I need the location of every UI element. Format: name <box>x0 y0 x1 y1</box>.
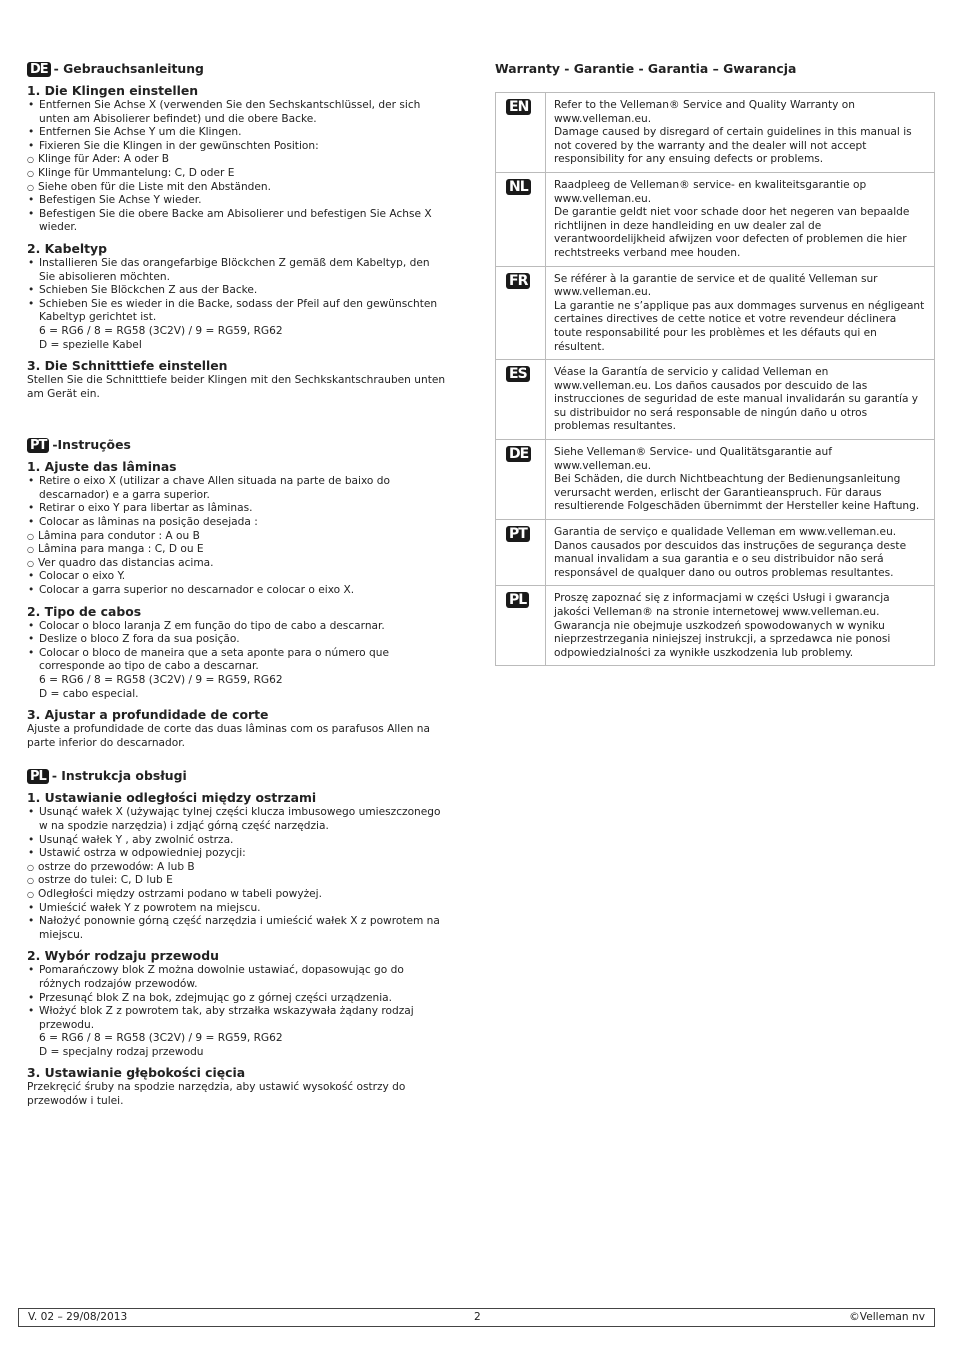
list-item: • Colocar o bloco de maneira que a seta aponte para o número que corresponde ao tipo de cabo a descarnar. <box>39 647 447 674</box>
list-item: • Schieben Sie Blöckchen Z aus der Backe. <box>39 284 447 298</box>
sublist-item: ○ Klinge für Ader: A oder B <box>38 153 447 167</box>
warranty-text: Raadpleeg de Velleman® service- en kwaliteitsgarantie op www.velleman.eu. De garantie geldt niet voor schade door het negeren van bepaalde richtlijnen in deze handleiding en uw dealer zal de verantwoordelijkheid afwijzen voor defecten of problemen die hier rechtstreeks verband mee houden. <box>546 172 935 266</box>
list-item: • Colocar o eixo Y. <box>39 570 447 584</box>
heading-cable-type: 2. Wybór rodzaju przewodu <box>27 948 219 964</box>
footer-version: V. 02 – 29/08/2013 <box>28 1311 128 1323</box>
heading-cut-depth: 3. Die Schnitttiefe einstellen <box>27 358 228 374</box>
cable-special: D = spezielle Kabel <box>39 338 142 351</box>
list-item: • Usunąć wałek X (używając tylnej części klucza imbusowego umieszczonego w na spodzie narzędzia) i zdjąć górną część narzędzia. <box>39 806 447 833</box>
warranty-row <box>496 172 935 266</box>
warranty-column <box>495 61 935 666</box>
list-item: • Installieren Sie das orangefarbige Blöckchen Z gemäß dem Kabeltyp, den Sie abisolieren möchten. <box>39 257 447 284</box>
list-cable-type <box>27 964 447 1032</box>
heading-cable-type: 2. Kabeltyp <box>27 240 107 256</box>
cable-codes: 6 = RG6 / 8 = RG58 (3C2V) / 9 = RG59, RG62 <box>39 324 283 337</box>
warranty-row <box>496 586 935 666</box>
list-item: • Przesunąć blok Z na bok, zdejmując go z górnej części urządzenia. <box>39 992 447 1006</box>
list-blades-2 <box>27 902 447 943</box>
warranty-text: Garantia de serviço e qualidade Velleman em www.velleman.eu. Danos causados por descuidos das instruções de segurança deste manual invalidam a sua garantia e o seu distribuidor não será responsável de qualquer dano ou outros problemas resultantes. <box>546 520 935 586</box>
warranty-text: Refer to the Velleman® Service and Quality Warranty on www.velleman.eu. Damage caused by disregard of certain guidelines in this manual is not covered by the warranty and the dealer will not accept responsibility for any ensuing defects or problems. <box>546 93 935 173</box>
section-de <box>27 61 447 401</box>
flag-en-icon: EN <box>506 99 531 115</box>
flag-es-icon: ES <box>506 366 530 382</box>
footer-copyright: ©Velleman nv <box>849 1311 925 1323</box>
list-cable-type <box>27 620 447 674</box>
list-item: • Entfernen Sie Achse X (verwenden Sie den Sechskantschlüssel, der sich unten am Abisolierer befindet) und die obere Backe. <box>39 99 447 126</box>
list-cable-type <box>27 257 447 325</box>
cable-codes: 6 = RG6 / 8 = RG58 (3C2V) / 9 = RG59, RG62 <box>39 1032 283 1045</box>
heading-cut-depth: 3. Ustawianie głębokości cięcia <box>27 1065 246 1081</box>
list-blades <box>27 475 447 529</box>
heading-blades: 1. Die Klingen einstellen <box>27 83 199 98</box>
list-item: • Włożyć blok Z z powrotem tak, aby strzałka wskazywała żądany rodzaj przewodu. <box>39 1005 447 1032</box>
flag-pt-icon: PT <box>27 438 49 453</box>
section-title-de: DE - Gebrauchsanleitung <box>27 61 447 77</box>
list-item: • Retirar o eixo Y para libertar as lâminas. <box>39 502 447 516</box>
section-title-pl: PL - Instrukcja obsługi <box>27 768 447 784</box>
footer-page-number: 2 <box>474 1311 481 1323</box>
list-item: • Entfernen Sie Achse Y um die Klingen. <box>39 126 447 140</box>
heading-blades: 1. Ustawianie odległości między ostrzami <box>27 790 317 806</box>
section-pt <box>27 437 447 750</box>
cut-depth-text: Ajuste a profundidade de corte das duas lâminas com os parafusos Allen na parte inferior do descarnador. <box>27 723 431 749</box>
list-item: • Deslize o bloco Z fora da sua posição. <box>39 633 447 647</box>
heading-cable-type: 2. Tipo de cabos <box>27 603 142 619</box>
sublist-item: ○ Lâmina para manga : C, D ou E <box>38 543 447 557</box>
sublist-item: ○ Siehe oben für die Liste mit den Abständen. <box>38 181 447 195</box>
instructions-column <box>27 61 447 1135</box>
list-item: • Colocar as lâminas na posição desejada : <box>39 516 447 530</box>
cable-special: D = cabo especial. <box>39 687 139 700</box>
sublist-item: ○ Odległości między ostrzami podano w tabeli powyżej. <box>38 888 447 902</box>
flag-de-icon: DE <box>27 62 51 77</box>
warranty-row <box>496 266 935 360</box>
sublist-blades <box>27 530 447 571</box>
warranty-row <box>496 360 935 440</box>
sublist-item: ○ Ver quadro das distancias acima. <box>38 557 447 571</box>
flag-fr-icon: FR <box>506 273 530 289</box>
sublist-item: ○ Lâmina para condutor : A ou B <box>38 530 447 544</box>
list-blades <box>27 806 447 860</box>
warranty-text: Se référer à la garantie de service et de qualité Velleman sur www.velleman.eu. La garantie ne s’applique pas aux dommages survenus en négligeant certaines directives de cette notice et votre revendeur déclinera toute responsabilité pour les problèmes et les défauts qui en résultent. <box>546 266 935 360</box>
section-pl <box>27 768 447 1108</box>
flag-de-icon: DE <box>506 446 531 462</box>
list-item: • Fixieren Sie die Klingen in der gewünschten Position: <box>39 140 447 154</box>
sublist-blades <box>27 861 447 902</box>
warranty-row <box>496 440 935 520</box>
warranty-text: Proszę zapoznać się z informacjami w części Usługi i gwarancja jakości Velleman® na stronie internetowej www.velleman.eu. Gwarancja nie obejmuje uszkodzeń spowodowanych w wyniku nieprzestrzegania niniejszej instrukcji, a sprzedawca nie ponosi odpowiedzialności za wynikłe uszkodzenia lub problemy. <box>546 586 935 666</box>
cable-codes: 6 = RG6 / 8 = RG58 (3C2V) / 9 = RG59, RG62 <box>39 674 283 686</box>
cable-special: D = specjalny rodzaj przewodu <box>39 1045 204 1058</box>
flag-pt-icon: PT <box>506 526 530 542</box>
sublist-item: ○ ostrze do przewodów: A lub B <box>38 861 447 875</box>
list-blades-2 <box>27 194 447 235</box>
list-item: • Ustawić ostrza w odpowiedniej pozycji: <box>39 847 447 861</box>
list-item: • Usunąć wałek Y , aby zwolnić ostrza. <box>39 834 447 848</box>
heading-blades: 1. Ajuste das lâminas <box>27 459 177 475</box>
list-item: • Retire o eixo X (utilizar a chave Allen situada na parte de baixo do descarnador) e a garra superior. <box>39 475 447 502</box>
list-blades-2 <box>27 570 447 597</box>
list-item: • Pomarańczowy blok Z można dowolnie ustawiać, dopasowując go do różnych rodzajów przewodów. <box>39 964 447 991</box>
flag-pl-icon: PL <box>506 592 529 608</box>
flag-pl-icon: PL <box>27 769 49 784</box>
list-blades <box>27 99 447 153</box>
list-item: • Umieścić wałek Y z powrotem na miejscu. <box>39 902 447 916</box>
page-footer <box>18 1308 935 1327</box>
warranty-title: Warranty - Garantie - Garantia – Gwarancja <box>495 61 797 76</box>
heading-cut-depth: 3. Ajustar a profundidade de corte <box>27 707 269 723</box>
list-item: • Befestigen Sie Achse Y wieder. <box>39 194 447 208</box>
sublist-item: ○ ostrze do tulei: C, D lub E <box>38 874 447 888</box>
section-title-pt: PT -Instruções <box>27 437 447 453</box>
list-item: • Colocar a garra superior no descarnador e colocar o eixo X. <box>39 584 447 598</box>
flag-nl-icon: NL <box>506 179 531 195</box>
warranty-text: Siehe Velleman® Service- und Qualitätsgarantie auf www.velleman.eu. Bei Schäden, die durch Nichtbeachtung der Bedienungsanleitung verursacht werden, erlischt der Garantieanspruch. Für daraus resultierende Folgeschäden übernimmt der Hersteller keine Haftung. <box>546 440 935 520</box>
warranty-row <box>496 520 935 586</box>
warranty-text: Véase la Garantía de servicio y calidad Velleman en www.velleman.eu. Los daños causados por descuido de las instrucciones de seguridad de este manual invalidarán su garantía y su distribuidor no será responsable de ningún daño u otros problemas resultantes. <box>546 360 935 440</box>
list-item: • Schieben Sie es wieder in die Backe, sodass der Pfeil auf den gewünschten Kabeltyp gerichtet ist. <box>39 298 447 325</box>
list-item: • Befestigen Sie die obere Backe am Abisolierer und befestigen Sie Achse X wieder. <box>39 208 447 235</box>
cut-depth-text: Stellen Sie die Schnitttiefe beider Klingen mit den Sechkskantschrauben unten am Gerät ein. <box>27 374 446 400</box>
list-item: • Colocar o bloco laranja Z em função do tipo de cabo a descarnar. <box>39 620 447 634</box>
cut-depth-text: Przekręcić śruby na spodzie narzędzia, aby ustawić wysokość ostrzy do przewodów i tulei. <box>27 1081 406 1108</box>
list-item: • Nałożyć ponownie górną część narzędzia i umieścić wałek X z powrotem na miejscu. <box>39 915 447 942</box>
sublist-item: ○ Klinge für Ummantelung: C, D oder E <box>38 167 447 181</box>
warranty-row <box>496 93 935 173</box>
sublist-blades <box>27 153 447 194</box>
warranty-table <box>495 92 935 666</box>
